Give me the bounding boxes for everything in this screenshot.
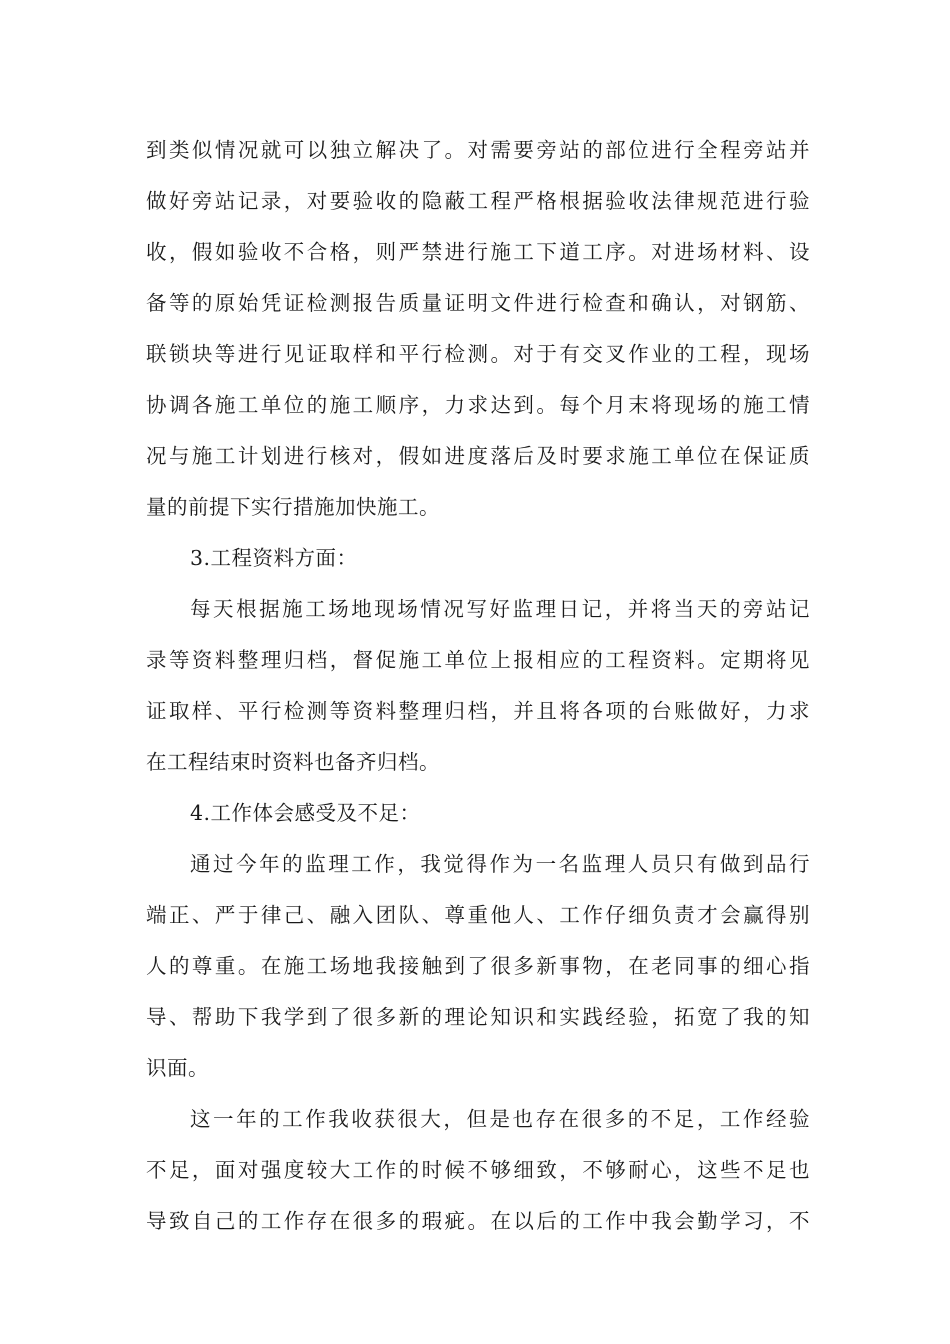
paragraph-line: 收，假如验收不合格，则严禁进行施工下道工序。对进场材料、设 — [146, 240, 810, 264]
paragraph-line: 录等资料整理归档，督促施工单位上报相应的工程资料。定期将见 — [146, 648, 810, 672]
paragraph-line: 通过今年的监理工作，我觉得作为一名监理人员只有做到品行 — [190, 852, 810, 876]
paragraph-line: 做好旁站记录，对要验收的隐蔽工程严格根据验收法律规范进行验 — [146, 189, 810, 213]
paragraph-line: 导、帮助下我学到了很多新的理论知识和实践经验，拓宽了我的知 — [146, 1005, 810, 1029]
paragraph-line: 到类似情况就可以独立解决了。对需要旁站的部位进行全程旁站并 — [146, 138, 810, 162]
paragraph-line: 识面。 — [146, 1056, 209, 1080]
paragraph-line: 况与施工计划进行核对，假如进度落后及时要求施工单位在保证质 — [146, 444, 810, 468]
paragraph-line: 备等的原始凭证检测报告质量证明文件进行检查和确认，对钢筋、 — [146, 291, 810, 315]
section-heading: 4.工作体会感受及不足： — [190, 801, 421, 825]
paragraph-line: 量的前提下实行措施加快施工。 — [146, 495, 440, 519]
section-heading: 3.工程资料方面： — [190, 546, 358, 570]
paragraph-line: 这一年的工作我收获很大，但是也存在很多的不足，工作经验 — [190, 1107, 810, 1131]
paragraph-line: 人的尊重。在施工场地我接触到了很多新事物，在老同事的细心指 — [146, 954, 810, 978]
paragraph-line: 证取样、平行检测等资料整理归档，并且将各项的台账做好，力求 — [146, 699, 810, 723]
paragraph-line: 端正、严于律己、融入团队、尊重他人、工作仔细负责才会赢得别 — [146, 903, 810, 927]
paragraph-line: 每天根据施工场地现场情况写好监理日记，并将当天的旁站记 — [190, 597, 810, 621]
paragraph-line: 联锁块等进行见证取样和平行检测。对于有交叉作业的工程，现场 — [146, 342, 810, 366]
paragraph-line: 导致自己的工作存在很多的瑕疵。在以后的工作中我会勤学习，不 — [146, 1209, 810, 1233]
paragraph-line: 协调各施工单位的施工顺序，力求达到。每个月末将现场的施工情 — [146, 393, 810, 417]
paragraph-line: 在工程结束时资料也备齐归档。 — [146, 750, 440, 774]
paragraph-line: 不足，面对强度较大工作的时候不够细致，不够耐心，这些不足也 — [146, 1158, 810, 1182]
